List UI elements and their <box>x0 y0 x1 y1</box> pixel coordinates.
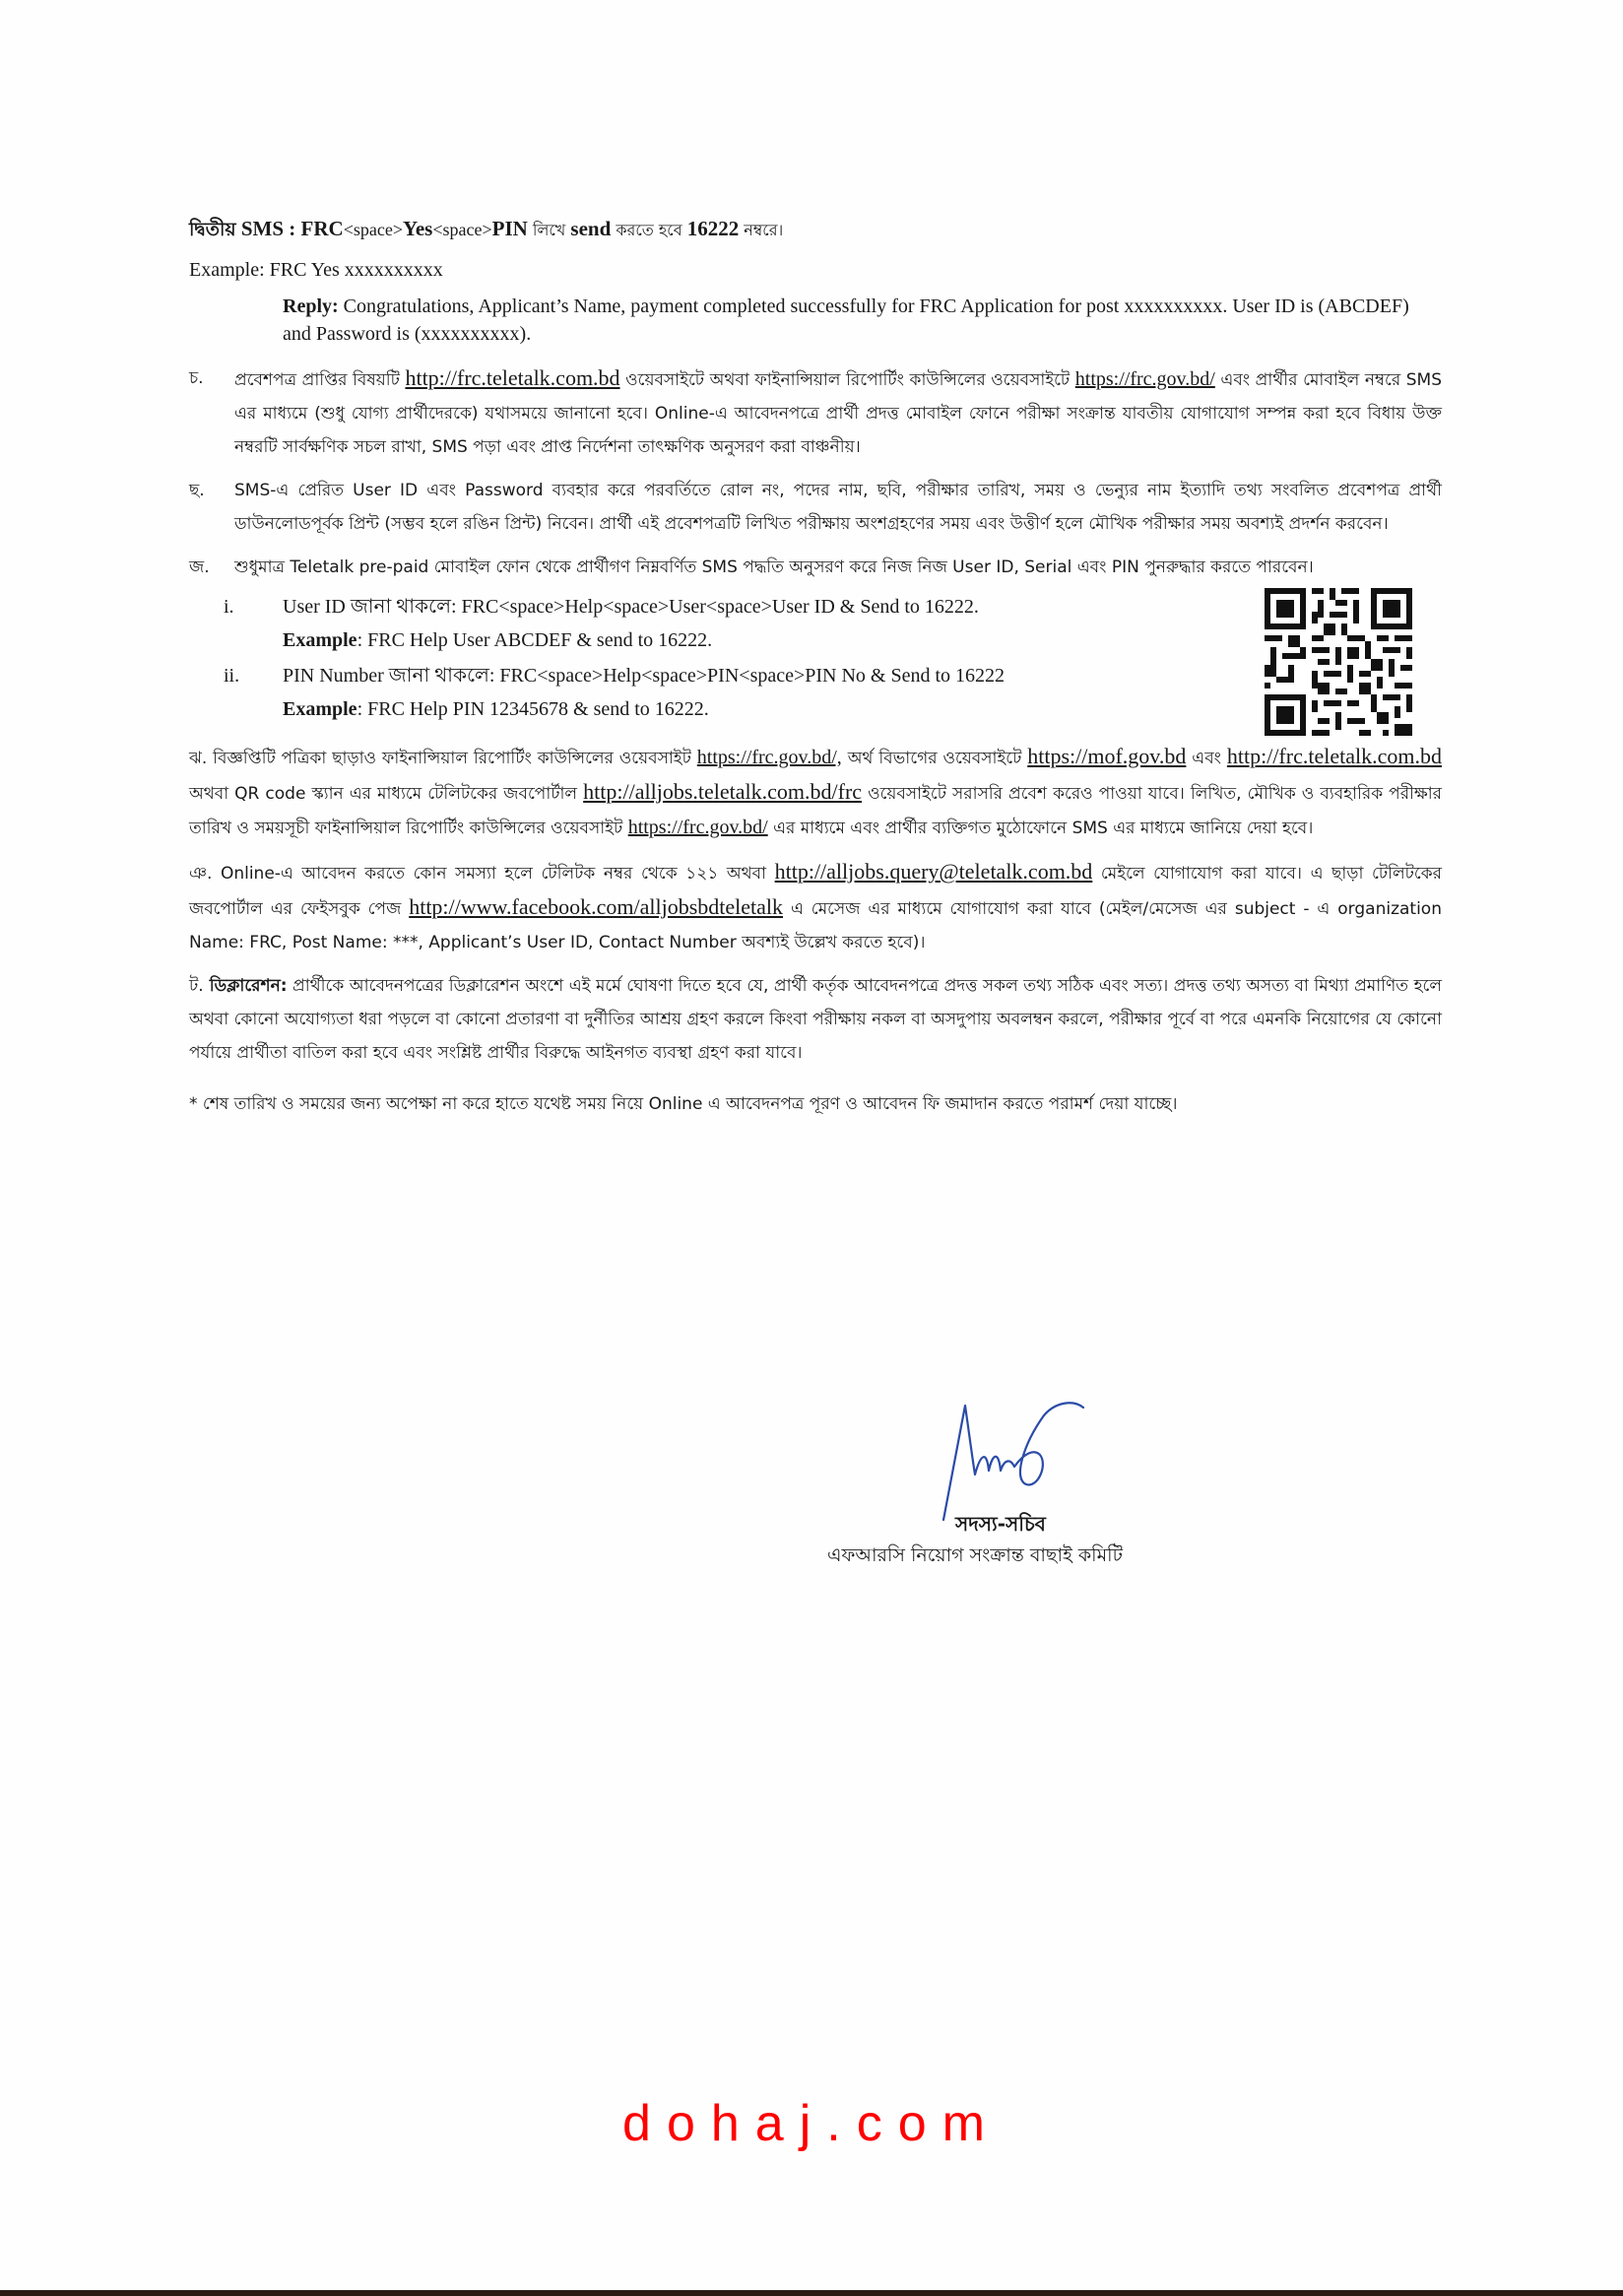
example-line: Example: FRC Yes xxxxxxxxxx <box>189 259 443 281</box>
list-number: i. <box>224 596 234 618</box>
paragraph-cha <box>189 361 1442 464</box>
mof-gov-link[interactable]: https://mof.gov.bd <box>1027 744 1187 768</box>
list-item <box>189 659 1442 726</box>
paragraph-text: এর মাধ্যমে এবং প্রার্থীর ব্যক্তিগত মুঠোফোনে SMS এর মাধ্যমে জানিয়ে দেয়া হবে। <box>767 819 1314 838</box>
paragraph-text: Online-এ আবেদন করতে কোন সমস্যা হলে টেলিটক নম্বর থেকে ১২১ অথবা <box>212 864 775 884</box>
paragraph-text: অথবা QR code স্ক্যান এর মাধ্যমে টেলিটকের জবপোর্টাল <box>189 784 584 804</box>
space-token: <space> <box>432 220 492 239</box>
korte-text: করতে হবে <box>611 221 687 239</box>
paragraph-text: প্রবেশপত্র প্রাপ্তির বিষয়টি <box>234 370 406 390</box>
paragraph-chha <box>189 474 1442 541</box>
declaration-label: ডিক্লারেশন: <box>203 976 288 996</box>
qr-code-icon[interactable] <box>1265 588 1412 736</box>
paragraph-text: SMS-এ প্রেরিত User ID এবং Password ব্যবহার করে পরবর্তিতে রোল নং, পদের নাম, ছবি, পরীক্ষার তারিখ, সময় ও ভেন্যুর নাম ইত্যাদি তথ্য সংবলিত প্রবেশপত্র প্রার্থী ডাউনলোডপূর্বক প্রিন্ট (সম্ভব হলে রঙিন প্রিন্ট) নিবেন। প্রার্থী এই প্রবেশপত্রটি লিখিত পরীক্ষায় অংশগ্রহণের সময় এবং উত্তীর্ণ হলে মৌখিক পরীক্ষার সময় অবশ্যই প্রদর্শন করবেন। <box>234 481 1442 534</box>
document-body <box>189 212 1442 1121</box>
paragraph-marker: জ. <box>189 558 210 577</box>
paragraph-marker: ঞ. <box>189 864 213 884</box>
signatory-title: সদস্য-সচিব <box>955 1512 1046 1536</box>
scan-edge <box>0 2290 1623 2296</box>
reply-label: Reply: <box>283 295 339 317</box>
second-sms-line <box>189 212 1442 247</box>
paragraph-text: মেইলে যোগাযোগ করা যাবে। এ ছাড়া টেলিটকের জবপোর্টাল এর ফেইসবুক পেজ <box>189 864 1442 919</box>
paragraph-text: বিজ্ঞপ্তিটি পত্রিকা ছাড়াও ফাইনান্সিয়াল রিপোর্টিং কাউন্সিলের ওয়েবসাইট <box>207 749 697 768</box>
alljobs-frc-link[interactable]: http://alljobs.teletalk.com.bd/frc <box>583 779 863 804</box>
committee-name: এফআরসি নিয়োগ সংক্রান্ত বাছাই কমিটি <box>827 1544 1123 1566</box>
paragraph-text: অর্থ বিভাগের ওয়েবসাইটে <box>841 749 1028 768</box>
recovery-instruction: PIN Number জানা থাকলে: FRC<space>Help<space>PIN<space>PIN No & Send to 16222 <box>283 665 1006 687</box>
paragraph-ta <box>189 969 1442 1070</box>
paragraph-nya <box>189 855 1442 959</box>
paragraph-text: এবং <box>1186 749 1227 768</box>
send-keyword: send <box>570 217 612 240</box>
paragraph-jha <box>189 740 1442 845</box>
yes-keyword: Yes <box>403 217 433 240</box>
alljobs-query-email-link[interactable]: http://alljobs.query@teletalk.com.bd <box>774 859 1093 884</box>
paragraph-marker: চ. <box>189 368 204 388</box>
recovery-instruction: User ID জানা থাকলে: FRC<space>Help<space>User<space>User ID & Send to 16222. <box>283 596 979 618</box>
pin-keyword: PIN <box>491 217 528 240</box>
paragraph-text: ওয়েবসাইটে অথবা ফাইনান্সিয়াল রিপোর্টিং কাউন্সিলের ওয়েবসাইটে <box>619 370 1075 390</box>
paragraph-text: ওয়েবসাইটে সরাসরি প্রবেশ করেও পাওয়া যাবে। লিখিত, মৌখিক ও ব্যবহারিক পরীক্ষার তারিখ ও সময়সূচী ফাইনান্সিয়াল রিপোর্টিং কাউন্সিলের ওয়েবসাইট <box>189 784 1442 838</box>
space-token: <space> <box>343 220 403 239</box>
frc-gov-link[interactable]: https://frc.gov.bd/ <box>627 817 768 838</box>
frc-gov-link[interactable]: https://frc.gov.bd/, <box>696 747 842 768</box>
nombore-text: নম্বরে। <box>739 221 784 239</box>
frc-teletalk-link[interactable]: http://frc.teletalk.com.bd <box>1226 744 1442 768</box>
reply-block <box>283 293 1442 348</box>
second-sms-label: দ্বিতীয় <box>189 219 236 240</box>
paragraph-ja <box>189 551 1442 584</box>
sms-keyword: SMS : FRC <box>235 217 344 240</box>
paragraph-text: শুধুমাত্র Teletalk pre-paid মোবাইল ফোন থেকে প্রার্থীগণ নিম্নবর্ণিত SMS পদ্ধতি অনুসরণ করে নিজ নিজ User ID, Serial এবং PIN পুনরুদ্ধার করতে পারবেন। <box>234 558 1314 577</box>
reply-text: Congratulations, Applicant’s Name, payment completed successfully for FRC Application for post xxxxxxxxxx. User ID is (ABCDEF) and Password is (xxxxxxxxxx). <box>283 295 1409 345</box>
recovery-sms-list <box>189 590 1442 726</box>
example-label: Example <box>283 629 357 651</box>
example-text: : FRC Help User ABCDEF & send to 16222. <box>357 629 713 651</box>
deadline-note: * শেষ তারিখ ও সময়ের জন্য অপেক্ষা না করে হাতে যথেষ্ট সময় নিয়ে Online এ আবেদনপত্র পূরণ ও আবেদন ফি জমাদান করতে পরামর্শ দেয়া যাচ্ছে। <box>189 1094 1178 1114</box>
paragraph-marker: ঝ. <box>189 749 208 768</box>
facebook-page-link[interactable]: http://www.facebook.com/alljobsbdteletalk <box>409 894 784 919</box>
site-watermark: dohaj.com <box>622 2095 1001 2152</box>
likhe-text: লিখে <box>527 221 571 239</box>
signature-block <box>827 1394 1221 1581</box>
list-number: ii. <box>224 665 240 687</box>
example-text: : FRC Help PIN 12345678 & send to 16222. <box>357 698 709 720</box>
paragraph-text: এবং প্রার্থীর মোবাইল নম্বরে SMS এর মাধ্যমে (শুধু যোগ্য প্রার্থীদেরকে) যথাসময়ে জানানো হবে। Online-এ আবেদনপত্রে প্রার্থী প্রদত্ত মোবাইল ফোনে পরীক্ষা সংক্রান্ত যাবতীয় যোগাযোগ সম্পন্ন করা হবে বিধায় উক্ত নম্বরটি সার্বক্ষণিক সচল রাখা, SMS পড়া এবং প্রাপ্ত নির্দেশনা তাৎক্ষণিক অনুসরণ করা বাঞ্চনীয়। <box>234 370 1443 457</box>
paragraph-marker: ছ. <box>189 481 205 500</box>
paragraph-text: প্রার্থীকে আবেদনপত্রের ডিক্লারেশন অংশে এই মর্মে ঘোষণা দিতে হবে যে, প্রার্থী কর্তৃক আবেদনপত্রে প্রদত্ত সকল তথ্য সঠিক এবং সত্য। প্রদত্ত তথ্য অসত্য বা মিথ্যা প্রমাণিত হলে অথবা কোনো অযোগ্যতা ধরা পড়লে বা কোনো প্রতারণা বা দুর্নীতির আশ্রয় গ্রহণ করলে কিংবা পরীক্ষায় নকল বা অসদুপায় অবলম্বন করলে, পরীক্ষার পূর্বে বা পরে এমনকি নিয়োগের যে কোনো পর্যায়ে প্রার্থীতা বাতিল করা হবে এবং সংশ্লিষ্ট প্রার্থীর বিরুদ্ধে আইনগত ব্যবস্থা গ্রহণ করা যাবে। <box>189 976 1442 1063</box>
sms-number: 16222 <box>686 217 740 240</box>
frc-gov-link[interactable]: https://frc.gov.bd/ <box>1074 368 1215 390</box>
list-item <box>189 590 1442 657</box>
frc-teletalk-link[interactable]: http://frc.teletalk.com.bd <box>405 365 620 390</box>
paragraph-text: এ মেসেজ এর মাধ্যমে যোগাযোগ করা যাবে (মেইল/মেসেজ এর subject - এ organization Name: FRC, Post Name: ***, Applicant’s User ID, Contact Number অবশ্যই উল্লেখ করতে হবে)। <box>189 899 1442 952</box>
paragraph-marker: ট. <box>189 976 204 996</box>
example-label: Example <box>283 698 357 720</box>
